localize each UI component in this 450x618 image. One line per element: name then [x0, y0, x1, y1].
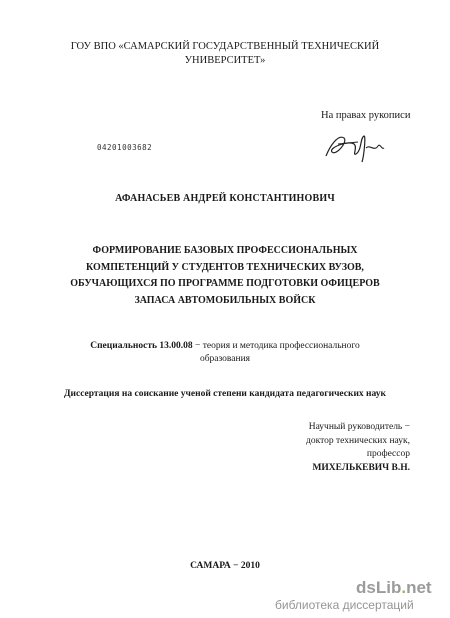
title-line-4: ЗАПАСА АВТОМОБИЛЬНЫХ ВОЙСК — [134, 294, 316, 306]
dissertation-title — [60, 243, 390, 309]
supervisor-block — [210, 421, 410, 475]
catalog-number: 04201003682 — [97, 143, 153, 152]
specialty-code: Специальность 13.00.08 — [90, 341, 193, 351]
rights-label: На правах рукописи — [321, 110, 411, 121]
institution-line-1: ГОУ ВПО «САМАРСКИЙ ГОСУДАРСТВЕННЫЙ ТЕХНИЧЕСКИЙ — [70, 41, 380, 52]
city-year: САМАРА − 2010 — [190, 561, 260, 571]
institution-line-2: УНИВЕРСИТЕТ» — [184, 55, 266, 66]
watermark-brand-a: dsLib — [356, 578, 402, 597]
title-line-1: ФОРМИРОВАНИЕ БАЗОВЫХ ПРОФЕССИОНАЛЬНЫХ — [92, 245, 358, 256]
watermark-subtitle: библиотека диссертаций — [275, 598, 414, 612]
specialty-line-2: образования — [199, 354, 251, 364]
title-line-2: КОМПЕТЕНЦИЙ У СТУДЕНТОВ ТЕХНИЧЕСКИХ ВУЗОВ, — [86, 261, 364, 273]
institution-name — [40, 40, 410, 68]
supervisor-name: МИХЕЛЬКЕВИЧ В.Н. — [312, 462, 410, 473]
specialty — [60, 340, 390, 366]
dissertation-statement: Диссертация на соискание ученой степени кандидата педагогических наук — [63, 389, 387, 399]
dslib-watermark-logo — [356, 578, 432, 598]
specialty-name: − теория и методика профессионального — [192, 341, 360, 351]
title-line-3: ОБУЧАЮЩИХСЯ ПО ПРОГРАММЕ ПОДГОТОВКИ ОФИЦЕРОВ — [70, 278, 380, 289]
watermark-brand-dot: . — [401, 578, 407, 597]
supervisor-line-1: Научный руководитель − — [308, 422, 410, 432]
supervisor-line-2: доктор технических наук, — [306, 435, 410, 446]
author-name: АФАНАСЬЕВ АНДРЕЙ КОНСТАНТИНОВИЧ — [115, 193, 335, 204]
handwritten-signature — [318, 126, 388, 166]
supervisor-line-3: профессор — [366, 449, 410, 459]
watermark-brand-b: net — [406, 578, 432, 597]
